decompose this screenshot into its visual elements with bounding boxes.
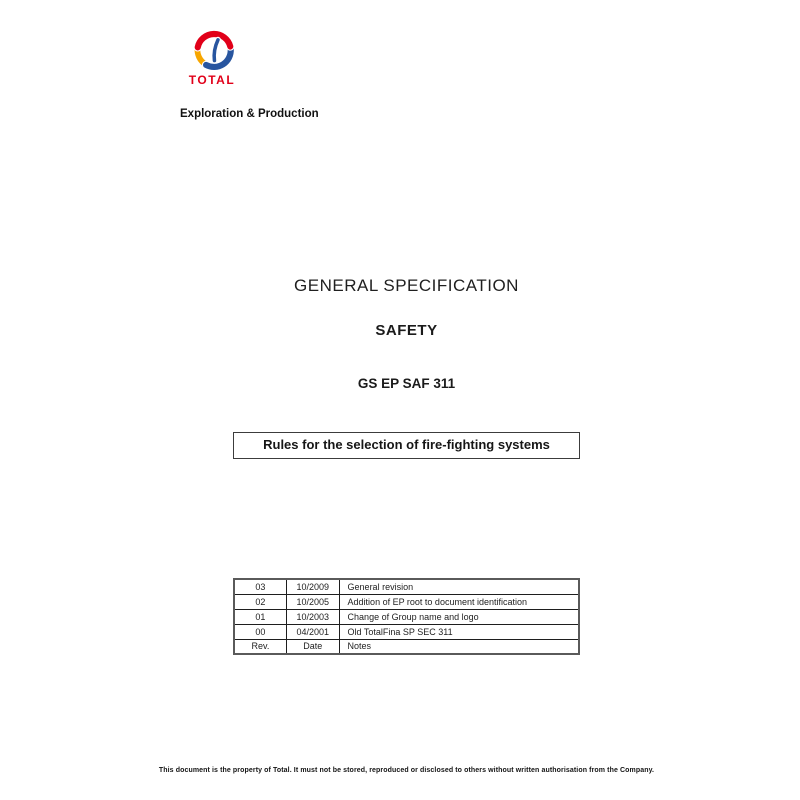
rev-cell: 00 [234, 624, 286, 639]
total-wordmark: TOTAL [188, 73, 236, 87]
date-cell: 10/2005 [286, 594, 339, 609]
date-header-cell: Date [286, 639, 339, 654]
revision-row [234, 609, 579, 624]
subject-title-box [233, 432, 580, 459]
notes-cell: Change of Group name and logo [339, 609, 579, 624]
property-notice: This document is the property of Total. It must not be stored, reproduced or disclosed to others without written authorisation from the Company. [158, 767, 655, 774]
total-logo [186, 28, 306, 87]
revision-row [234, 579, 579, 594]
date-cell: 04/2001 [286, 624, 339, 639]
notes-cell: Old TotalFina SP SEC 311 [339, 624, 579, 639]
notes-header-cell: Notes [339, 639, 579, 654]
notes-cell: General revision [339, 579, 579, 594]
revision-row [234, 594, 579, 609]
rev-cell: 01 [234, 609, 286, 624]
date-cell: 10/2003 [286, 609, 339, 624]
rev-cell: 02 [234, 594, 286, 609]
date-cell: 10/2009 [286, 579, 339, 594]
revision-table [233, 578, 580, 655]
rev-header-cell: Rev. [234, 639, 286, 654]
subject-title: Rules for the selection of fire-fighting systems [263, 437, 550, 452]
revision-header-row [234, 639, 579, 654]
total-globe-icon [188, 28, 240, 72]
revision-row [234, 624, 579, 639]
division-label: Exploration & Production [180, 108, 319, 120]
notes-cell: Addition of EP root to document identification [339, 594, 579, 609]
category-title: SAFETY [375, 322, 438, 339]
rev-cell: 03 [234, 579, 286, 594]
page-title: GENERAL SPECIFICATION [294, 276, 519, 295]
document-number: GS EP SAF 311 [357, 376, 456, 391]
